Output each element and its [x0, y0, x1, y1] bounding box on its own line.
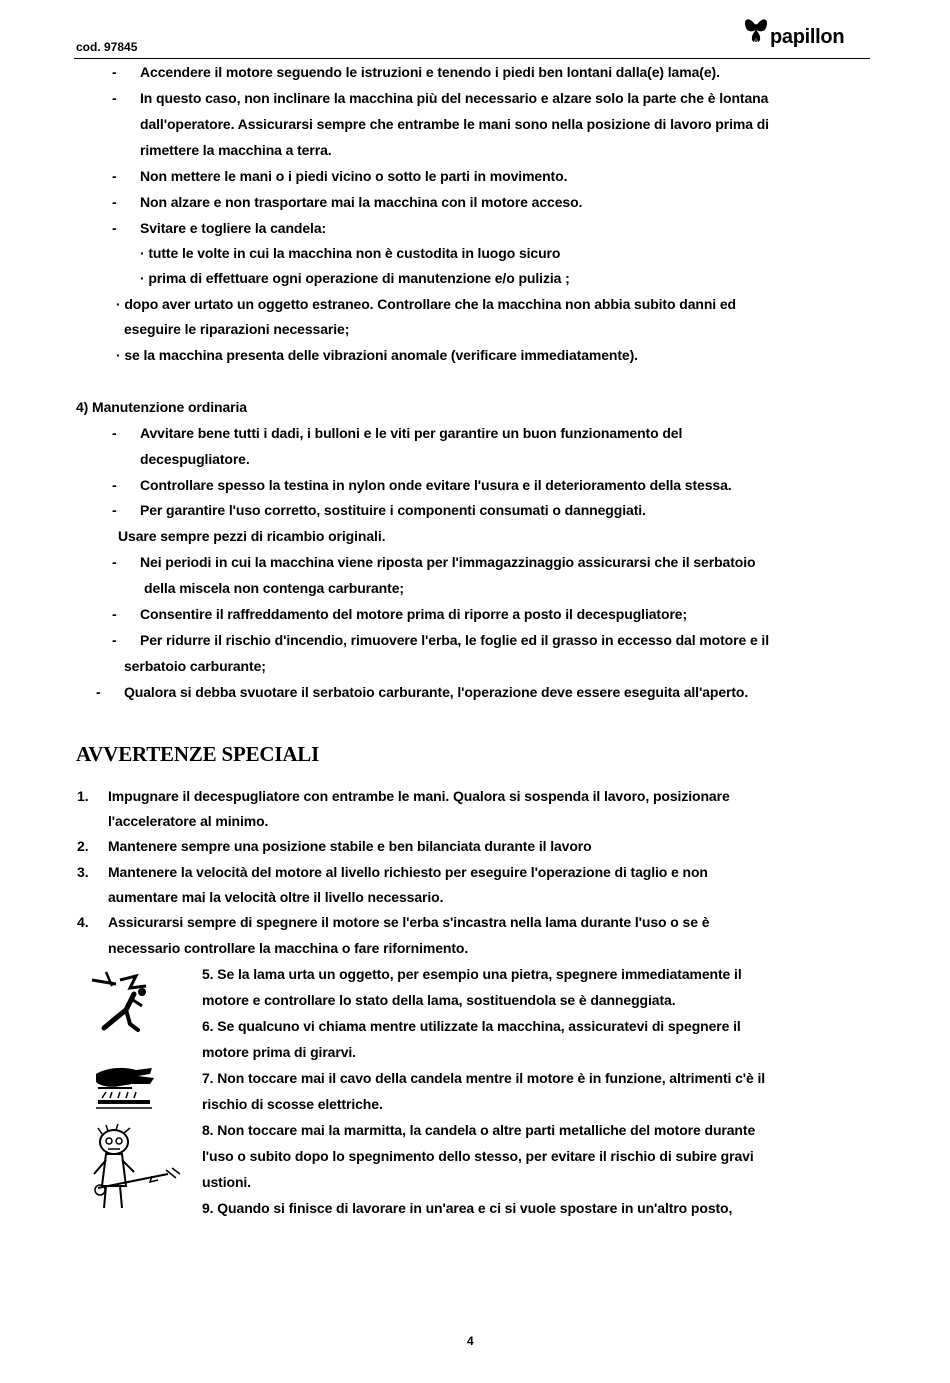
- warning-item: 9. Quando si finisce di lavorare in un'area e ci si vuole spostare in un'altro posto,: [202, 1200, 733, 1216]
- warning-item-continuation: aumentare mai la velocità oltre il livello necessario.: [108, 889, 444, 905]
- sub-item: · dopo aver urtato un oggetto estraneo. Controllare che la macchina non abbia subito danni ed: [116, 296, 736, 312]
- butterfly-logo-icon: [742, 16, 770, 46]
- warning-item-continuation: necessario controllare la macchina o fare rifornimento.: [108, 940, 469, 956]
- warning-item-continuation: motore e controllare lo stato della lama, sostituendola se è danneggiata.: [202, 992, 676, 1008]
- list-dash: -: [112, 64, 117, 80]
- operator-with-trimmer-icon: [88, 1124, 188, 1212]
- list-item-continuation: serbatoio carburante;: [124, 658, 266, 674]
- list-item: Per garantire l'uso corretto, sostituire i componenti consumati o danneggiati.: [140, 502, 646, 518]
- list-dash: -: [112, 220, 117, 236]
- electric-shock-warning-icon: [86, 966, 158, 1038]
- list-item: Per ridurre il rischio d'incendio, rimuovere l'erba, le foglie ed il grasso in eccesso dal motore e il: [140, 632, 769, 648]
- warning-item: Impugnare il decespugliatore con entrambe le mani. Qualora si sospenda il lavoro, posizionare: [108, 788, 730, 804]
- warning-item: Mantenere la velocità del motore al livello richiesto per eseguire l'operazione di taglio e non: [108, 864, 708, 880]
- warning-item: 8. Non toccare mai la marmitta, la candela o altre parti metalliche del motore durante: [202, 1122, 756, 1138]
- list-item-continuation: rimettere la macchina a terra.: [140, 142, 332, 158]
- list-item: Qualora si debba svuotare il serbatoio carburante, l'operazione deve essere eseguita all'aperto.: [124, 684, 749, 700]
- list-item: Non alzare e non trasportare mai la macchina con il motore acceso.: [140, 194, 583, 210]
- warning-item: Assicurarsi sempre di spegnere il motore se l'erba s'incastra nella lama durante l'uso o se è: [108, 914, 710, 930]
- header-divider: [74, 58, 870, 59]
- brand-name: papillon: [770, 26, 845, 48]
- warning-item-continuation: ustioni.: [202, 1174, 251, 1190]
- item-number: 3.: [77, 864, 89, 880]
- brand-logo: [742, 14, 862, 54]
- section-heading: 4) Manutenzione ordinaria: [76, 399, 247, 415]
- warning-item: Mantenere sempre una posizione stabile e ben bilanciata durante il lavoro: [108, 838, 592, 854]
- list-item: Consentire il raffreddamento del motore prima di riporre a posto il decespugliatore;: [140, 606, 688, 622]
- list-dash: -: [96, 684, 101, 700]
- warning-item: 7. Non toccare mai il cavo della candela mentre il motore è in funzione, altrimenti c'è il: [202, 1070, 766, 1086]
- list-item-continuation: della miscela non contenga carburante;: [144, 580, 404, 596]
- list-item-continuation: dall'operatore. Assicurarsi sempre che entrambe le mani sono nella posizione di lavoro prima di: [140, 116, 769, 132]
- warning-item-continuation: l'uso o subito dopo lo spegnimento dello stesso, per evitare il rischio di subire gravi: [202, 1148, 754, 1164]
- item-number: 1.: [77, 788, 89, 804]
- list-dash: -: [112, 632, 117, 648]
- sub-item: · tutte le volte in cui la macchina non è custodita in luogo sicuro: [140, 245, 561, 261]
- warning-item-continuation: motore prima di girarvi.: [202, 1044, 356, 1060]
- list-dash: -: [112, 168, 117, 184]
- list-dash: -: [112, 554, 117, 570]
- page-number: 4: [467, 1334, 474, 1348]
- list-item-continuation: decespugliatore.: [140, 451, 250, 467]
- list-dash: -: [112, 425, 117, 441]
- warning-item: 6. Se qualcuno vi chiama mentre utilizzate la macchina, assicuratevi di spegnere il: [202, 1018, 741, 1034]
- item-number: 2.: [77, 838, 89, 854]
- hand-hazard-icon: [92, 1058, 162, 1116]
- list-item: Accendere il motore seguendo le istruzioni e tenendo i piedi ben lontani dalla(e) lama(e).: [140, 64, 720, 80]
- sub-item: · se la macchina presenta delle vibrazioni anomale (verificare immediatamente).: [116, 347, 638, 363]
- list-dash: -: [112, 606, 117, 622]
- warning-item: 5. Se la lama urta un oggetto, per esempio una pietra, spegnere immediatamente il: [202, 966, 742, 982]
- sub-item-continuation: eseguire le riparazioni necessarie;: [124, 321, 350, 337]
- list-item: Avvitare bene tutti i dadi, i bulloni e le viti per garantire un buon funzionamento del: [140, 425, 683, 441]
- list-dash: -: [112, 477, 117, 493]
- special-warnings-title: AVVERTENZE SPECIALI: [76, 742, 320, 766]
- product-code: cod. 97845: [76, 40, 138, 54]
- list-item: Nei periodi in cui la macchina viene riposta per l'immagazzinaggio assicurarsi che il serbatoio: [140, 554, 756, 570]
- list-item-continuation: Usare sempre pezzi di ricambio originali.: [118, 528, 386, 544]
- list-item: Controllare spesso la testina in nylon onde evitare l'usura e il deterioramento della stessa.: [140, 477, 732, 493]
- warning-item-continuation: rischio di scosse elettriche.: [202, 1096, 383, 1112]
- list-dash: -: [112, 90, 117, 106]
- list-item: In questo caso, non inclinare la macchina più del necessario e alzare solo la parte che è lontana: [140, 90, 769, 106]
- sub-item: · prima di effettuare ogni operazione di manutenzione e/o pulizia ;: [140, 270, 570, 286]
- list-dash: -: [112, 502, 117, 518]
- list-item: Svitare e togliere la candela:: [140, 220, 327, 236]
- warning-item-continuation: l'acceleratore al minimo.: [108, 813, 269, 829]
- item-number: 4.: [77, 914, 89, 930]
- list-dash: -: [112, 194, 117, 210]
- list-item: Non mettere le mani o i piedi vicino o sotto le parti in movimento.: [140, 168, 568, 184]
